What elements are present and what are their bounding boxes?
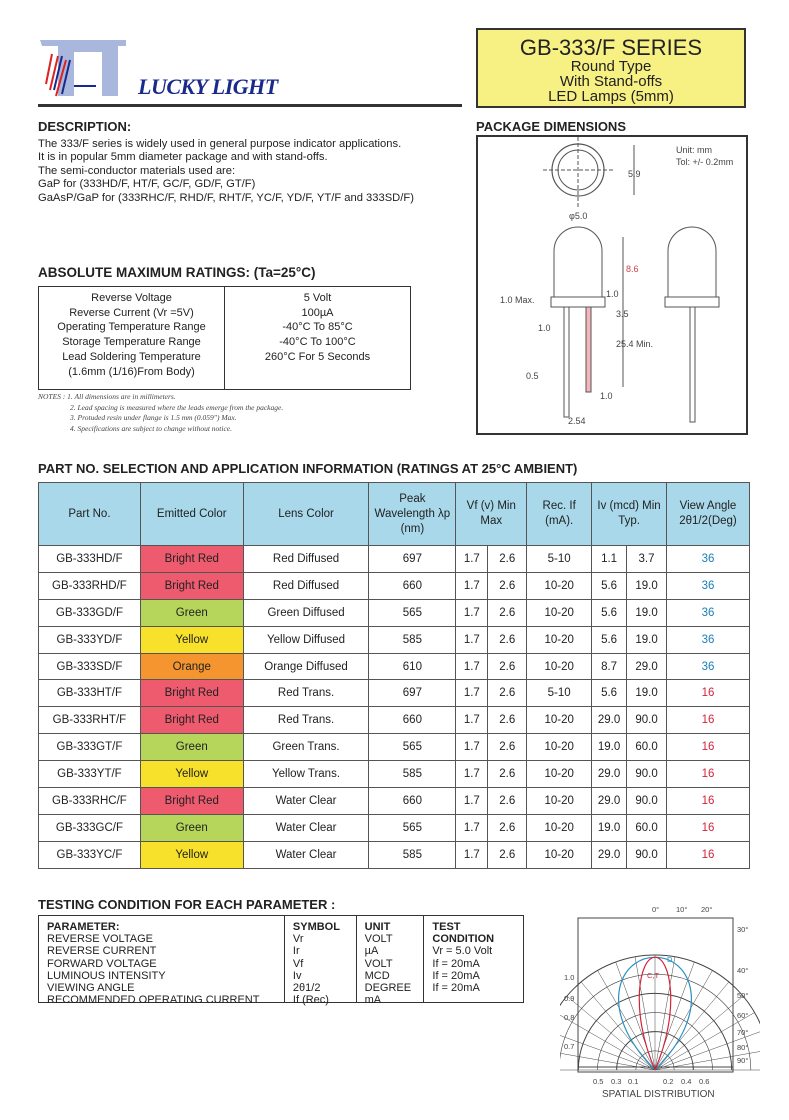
iv-min-cell: 5.6	[592, 599, 627, 626]
part-no-cell: GB-333RHT/F	[39, 707, 141, 734]
testing-item: Iv	[292, 969, 302, 982]
table-row	[39, 734, 750, 761]
emitted-color-cell: Bright Red	[140, 572, 243, 599]
ratings-values	[225, 287, 410, 389]
curve-label: C,T	[647, 971, 660, 980]
rec-if-cell: 10-20	[527, 734, 592, 761]
series-title: GB-333/F SERIES	[519, 35, 703, 60]
logo	[38, 36, 130, 107]
emitted-color-cell: Bright Red	[140, 788, 243, 815]
rec-if-cell: 10-20	[527, 599, 592, 626]
table-row	[39, 680, 750, 707]
testing-column	[285, 916, 357, 1007]
col-peak-wavelength: Peak Wavelength λp (nm)	[369, 483, 456, 546]
vf-max-cell: 2.6	[488, 572, 527, 599]
testing-column	[424, 916, 523, 1002]
emitted-color-cell: Green	[140, 734, 243, 761]
tol-label: Tol: +/- 0.2mm	[676, 157, 734, 167]
view-angle-cell: 16	[667, 814, 750, 841]
iv-typ-cell: 90.0	[627, 761, 667, 788]
lens-color-cell: Yellow Trans.	[243, 761, 369, 788]
lens-color-cell: Red Diffused	[243, 546, 369, 573]
lens-color-cell: Green Trans.	[243, 734, 369, 761]
table-row	[39, 653, 750, 680]
dim-label: 2.54	[568, 416, 586, 426]
header-divider	[38, 104, 462, 107]
note: 4. Specifications are subject to change without notice.	[70, 423, 232, 433]
radius-label: 0.7	[564, 1042, 575, 1051]
peak-wavelength-cell: 585	[369, 626, 456, 653]
emitted-color-cell: Yellow	[140, 841, 243, 868]
testing-column	[39, 916, 285, 1007]
rec-if-cell: 10-20	[527, 707, 592, 734]
part-no-cell: GB-333GT/F	[39, 734, 141, 761]
testing-column-head: PARAMETER:	[47, 921, 120, 933]
radius-label: 0.6	[699, 1077, 710, 1086]
radius-label: 1.0	[564, 973, 575, 982]
dim-label: 3.5	[616, 309, 629, 319]
testing-column	[357, 916, 425, 1007]
part-no-cell: GB-333HD/F	[39, 546, 141, 573]
iv-typ-cell: 90.0	[627, 788, 667, 815]
testing-item: Vr	[292, 933, 304, 946]
col-vf: Vf (v) Min Max	[456, 483, 527, 546]
dim-label: φ5.0	[569, 211, 588, 221]
part-no-cell: GB-333YC/F	[39, 841, 141, 868]
peak-wavelength-cell: 660	[369, 707, 456, 734]
view-angle-cell: 16	[667, 788, 750, 815]
view-angle-cell: 16	[667, 707, 750, 734]
radius-label: 0.3	[611, 1077, 622, 1086]
description-line: GaAsP/GaP for (333RHC/F, RHD/F, RHT/F, YC/F, YD/F, YT/F and 333SD/F)	[38, 191, 414, 204]
iv-min-cell: 1.1	[592, 546, 627, 573]
ratings-table	[38, 286, 411, 390]
testing-item: If = 20mA	[432, 957, 480, 970]
vf-max-cell: 2.6	[488, 546, 527, 573]
vf-max-cell: 2.6	[488, 707, 527, 734]
part-no-cell: GB-333YD/F	[39, 626, 141, 653]
angle-label: 60°	[737, 1011, 749, 1020]
testing-item: VOLT	[364, 957, 393, 970]
description-line: The semi-conductor materials used are:	[38, 164, 236, 177]
emitted-color-cell: Yellow	[140, 761, 243, 788]
table-row	[39, 572, 750, 599]
view-angle-cell: 36	[667, 572, 750, 599]
ratings-heading: ABSOLUTE MAXIMUM RATINGS: (Ta=25°C)	[38, 265, 316, 280]
view-angle-cell: 36	[667, 599, 750, 626]
testing-item: Ir	[292, 945, 300, 958]
testing-item: If = 20mA	[432, 982, 480, 995]
vf-min-cell: 1.7	[456, 734, 488, 761]
lens-color-cell: Red Diffused	[243, 572, 369, 599]
testing-item: If (Rec)	[292, 994, 329, 1007]
peak-wavelength-cell: 565	[369, 599, 456, 626]
testing-item: mA	[364, 994, 382, 1007]
rating-param: Reverse Voltage	[91, 292, 172, 304]
subtitle-line: With Stand-offs	[559, 73, 663, 90]
rec-if-cell: 10-20	[527, 761, 592, 788]
rec-if-cell: 5-10	[527, 680, 592, 707]
testing-item: FORWARD VOLTAGE	[47, 957, 157, 970]
rec-if-cell: 10-20	[527, 788, 592, 815]
peak-wavelength-cell: 565	[369, 814, 456, 841]
chart-caption: SPATIAL DISTRIBUTION	[602, 1089, 715, 1100]
view-angle-cell: 36	[667, 546, 750, 573]
rating-param: Storage Temperature Range	[62, 336, 201, 349]
table-row	[39, 814, 750, 841]
vf-min-cell: 1.7	[456, 788, 488, 815]
emitted-color-cell: Bright Red	[140, 546, 243, 573]
testing-item: REVERSE CURRENT	[47, 945, 157, 958]
part-no-cell: GB-333GD/F	[39, 599, 141, 626]
notes	[38, 392, 283, 434]
grid-arc	[560, 974, 751, 1070]
radius-label: 0.1	[628, 1077, 639, 1086]
part-no-cell: GB-333GC/F	[39, 814, 141, 841]
testing-item: REVERSE VOLTAGE	[47, 933, 153, 946]
table-row	[39, 761, 750, 788]
col-lens-color: Lens Color	[243, 483, 369, 546]
iv-typ-cell: 29.0	[627, 653, 667, 680]
iv-typ-cell: 90.0	[627, 841, 667, 868]
vf-min-cell: 1.7	[456, 680, 488, 707]
lens-color-cell: Water Clear	[243, 814, 369, 841]
col-emitted-color: Emitted Color	[140, 483, 243, 546]
rec-if-cell: 10-20	[527, 814, 592, 841]
emitted-color-cell: Green	[140, 814, 243, 841]
lens-color-cell: Yellow Diffused	[243, 626, 369, 653]
testing-column-head: UNIT	[364, 921, 391, 933]
testing-column-head: SYMBOL	[292, 921, 340, 933]
parts-heading: PART NO. SELECTION AND APPLICATION INFORMATION (RATINGS AT 25°C AMBIENT)	[38, 461, 578, 476]
angle-label: 40°	[737, 966, 749, 975]
testing-item: VOLT	[364, 933, 393, 946]
angle-label: 70°	[737, 1028, 749, 1037]
curve-label: D	[667, 955, 673, 964]
col-rec-if: Rec. If (mA).	[527, 483, 592, 546]
testing-item: Vr = 5.0 Volt	[432, 945, 493, 958]
iv-typ-cell: 60.0	[627, 734, 667, 761]
package-heading: PACKAGE DIMENSIONS	[476, 119, 626, 134]
iv-min-cell: 5.6	[592, 626, 627, 653]
rec-if-cell: 10-20	[527, 626, 592, 653]
radius-label: 0.5	[593, 1077, 604, 1086]
unit-label: Unit: mm	[676, 145, 712, 155]
vf-max-cell: 2.6	[488, 599, 527, 626]
angle-label: 30°	[737, 925, 749, 934]
note: 3. Protuded resin under flange is 1.5 mm (0.059") Max.	[70, 413, 237, 423]
emitted-color-cell: Yellow	[140, 626, 243, 653]
emitted-color-cell: Green	[140, 599, 243, 626]
ratings-params	[39, 287, 225, 389]
iv-min-cell: 19.0	[592, 734, 627, 761]
iv-min-cell: 29.0	[592, 707, 627, 734]
peak-wavelength-cell: 697	[369, 680, 456, 707]
dim-label: 1.0	[600, 391, 613, 401]
angle-label: 10°	[676, 905, 688, 914]
iv-min-cell: 19.0	[592, 814, 627, 841]
testing-item: LUMINOUS INTENSITY	[47, 969, 166, 982]
peak-wavelength-cell: 585	[369, 761, 456, 788]
testing-table	[38, 915, 524, 1007]
angle-label: 90°	[737, 1056, 749, 1065]
testing-item: MCD	[364, 969, 390, 982]
vf-min-cell: 1.7	[456, 814, 488, 841]
radius-label: 0.9	[564, 994, 575, 1003]
rating-value: 5 Volt	[303, 292, 332, 304]
lens-color-cell: Red Trans.	[243, 680, 369, 707]
table-row	[39, 707, 750, 734]
iv-typ-cell: 3.7	[627, 546, 667, 573]
iv-typ-cell: 60.0	[627, 814, 667, 841]
angle-label: 0°	[652, 905, 660, 914]
view-angle-cell: 16	[667, 761, 750, 788]
table-row	[39, 841, 750, 868]
vf-max-cell: 2.6	[488, 626, 527, 653]
testing-item: Vf	[292, 957, 304, 970]
subtitle-line: LED Lamps (5mm)	[548, 88, 674, 105]
table-row	[39, 599, 750, 626]
dim-label: 1.0 Max.	[500, 295, 535, 305]
radius-label: 0.4	[681, 1077, 692, 1086]
dim-label: 25.4 Min.	[616, 339, 654, 349]
vf-min-cell: 1.7	[456, 599, 488, 626]
peak-wavelength-cell: 610	[369, 653, 456, 680]
note: NOTES : 1. All dimensions are in millimeters.	[38, 392, 176, 401]
table-row	[39, 626, 750, 653]
vf-min-cell: 1.7	[456, 707, 488, 734]
brand-name: LUCKY LIGHT	[138, 74, 278, 99]
vf-min-cell: 1.7	[456, 546, 488, 573]
iv-typ-cell: 19.0	[627, 626, 667, 653]
dim-label: 1.0	[606, 289, 619, 299]
description-line: GaP for (333HD/F, HT/F, GC/F, GD/F, GT/F)	[38, 178, 256, 191]
series-title-box	[476, 28, 746, 108]
description-line: The 333/F series is widely used in general purpose indicator applications.	[38, 138, 402, 150]
peak-wavelength-cell: 660	[369, 788, 456, 815]
vf-max-cell: 2.6	[488, 734, 527, 761]
parts-table	[38, 482, 750, 869]
iv-typ-cell: 19.0	[627, 599, 667, 626]
testing-column-head: TEST CONDITION	[432, 921, 495, 946]
col-iv: Iv (mcd) Min Typ.	[592, 483, 667, 546]
rating-value: 260°C For 5 Seconds	[264, 350, 371, 363]
emitted-color-cell: Bright Red	[140, 707, 243, 734]
dim-label: 5.9	[628, 169, 641, 179]
vf-min-cell: 1.7	[456, 572, 488, 599]
dim-label: 0.5	[526, 371, 539, 381]
part-no-cell: GB-333SD/F	[39, 653, 141, 680]
rating-value: -40°C To 100°C	[279, 336, 356, 349]
subtitle-line: Round Type	[570, 58, 652, 75]
iv-min-cell: 29.0	[592, 761, 627, 788]
testing-item: µA	[364, 945, 379, 958]
vf-max-cell: 2.6	[488, 680, 527, 707]
rating-value: -40°C To 85°C	[282, 321, 353, 334]
iv-typ-cell: 90.0	[627, 707, 667, 734]
vf-min-cell: 1.7	[456, 653, 488, 680]
emitted-color-cell: Bright Red	[140, 680, 243, 707]
package-drawing	[476, 135, 748, 435]
angle-label: 50°	[737, 991, 749, 1000]
radius-label: 0.2	[663, 1077, 674, 1086]
table-row	[39, 788, 750, 815]
col-part-no: Part No.	[39, 483, 141, 546]
description-text	[38, 138, 414, 205]
angle-label: 80°	[737, 1043, 749, 1052]
part-no-cell: GB-333HT/F	[39, 680, 141, 707]
testing-heading: TESTING CONDITION FOR EACH PARAMETER :	[38, 897, 336, 912]
rating-param: Reverse Current (Vr =5V)	[69, 306, 194, 319]
vf-max-cell: 2.6	[488, 841, 527, 868]
iv-typ-cell: 19.0	[627, 680, 667, 707]
radius-label: 0.8	[564, 1013, 575, 1022]
description-heading: DESCRIPTION:	[38, 119, 132, 134]
testing-item: DEGREE	[364, 982, 412, 995]
rating-value: 100µA	[301, 306, 334, 319]
vf-max-cell: 2.6	[488, 761, 527, 788]
iv-min-cell: 29.0	[592, 841, 627, 868]
table-row	[39, 546, 750, 573]
rec-if-cell: 10-20	[527, 653, 592, 680]
view-angle-cell: 36	[667, 626, 750, 653]
view-angle-cell: 16	[667, 734, 750, 761]
emitted-color-cell: Orange	[140, 653, 243, 680]
lens-color-cell: Red Trans.	[243, 707, 369, 734]
rating-param: (1.6mm (1/16)From Body)	[68, 365, 195, 378]
part-no-cell: GB-333YT/F	[39, 761, 141, 788]
rating-param: Lead Soldering Temperature	[62, 350, 201, 363]
iv-typ-cell: 19.0	[627, 572, 667, 599]
vf-min-cell: 1.7	[456, 841, 488, 868]
testing-item: VIEWING ANGLE	[47, 982, 135, 995]
rec-if-cell: 10-20	[527, 841, 592, 868]
description-line: It is in popular 5mm diameter package and with stand-offs.	[38, 151, 328, 164]
dim-label: 8.6	[626, 264, 639, 274]
testing-item: If = 20mA	[432, 969, 480, 982]
peak-wavelength-cell: 660	[369, 572, 456, 599]
peak-wavelength-cell: 697	[369, 546, 456, 573]
rec-if-cell: 10-20	[527, 572, 592, 599]
iv-min-cell: 5.6	[592, 572, 627, 599]
rec-if-cell: 5-10	[527, 546, 592, 573]
peak-wavelength-cell: 565	[369, 734, 456, 761]
dim-label: 1.0	[538, 323, 551, 333]
rating-param: Operating Temperature Range	[57, 321, 206, 334]
vf-min-cell: 1.7	[456, 626, 488, 653]
testing-item: 2θ1/2	[292, 982, 321, 995]
view-angle-cell: 36	[667, 653, 750, 680]
testing-item: RECOMMENDED OPERATING CURRENT	[47, 994, 260, 1007]
view-angle-cell: 16	[667, 841, 750, 868]
lens-color-cell: Green Diffused	[243, 599, 369, 626]
iv-min-cell: 8.7	[592, 653, 627, 680]
spatial-distribution-chart	[560, 900, 760, 1105]
lens-color-cell: Orange Diffused	[243, 653, 369, 680]
vf-max-cell: 2.6	[488, 814, 527, 841]
iv-min-cell: 5.6	[592, 680, 627, 707]
vf-max-cell: 2.6	[488, 788, 527, 815]
col-view-angle: View Angle 2θ1/2(Deg)	[667, 483, 750, 546]
angle-label: 20°	[701, 905, 713, 914]
lens-color-cell: Water Clear	[243, 788, 369, 815]
vf-max-cell: 2.6	[488, 653, 527, 680]
peak-wavelength-cell: 585	[369, 841, 456, 868]
vf-min-cell: 1.7	[456, 761, 488, 788]
lens-color-cell: Water Clear	[243, 841, 369, 868]
parts-body	[39, 546, 750, 869]
part-no-cell: GB-333RHC/F	[39, 788, 141, 815]
view-angle-cell: 16	[667, 680, 750, 707]
note: 2. Lead spacing is measured where the leads emerge from the package.	[70, 402, 284, 412]
part-no-cell: GB-333RHD/F	[39, 572, 141, 599]
iv-min-cell: 29.0	[592, 788, 627, 815]
